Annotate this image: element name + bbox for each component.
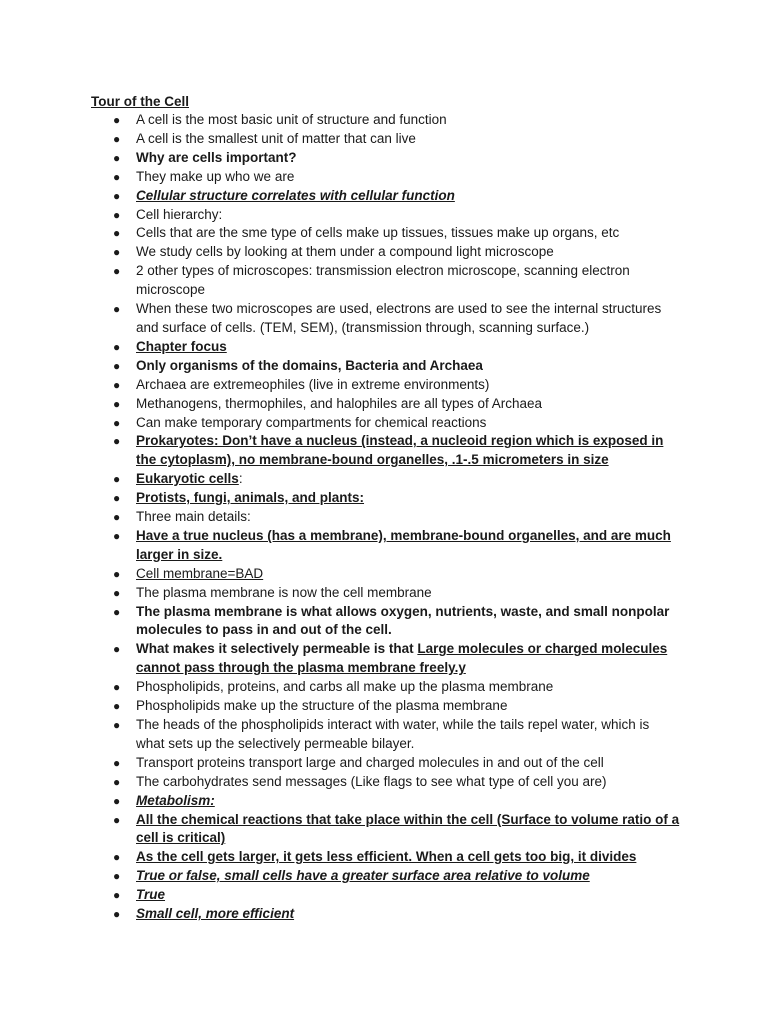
bullet-icon: ● (113, 302, 121, 317)
list-item (0, 168, 681, 187)
bullet-icon: ● (113, 245, 121, 260)
list-item-text: We study cells by looking at them under a compound light microscope (136, 244, 554, 260)
list-item (0, 395, 681, 414)
list-item (0, 414, 681, 433)
list-item-text: Prokaryotes: Don’t have a nucleus (instead, a nucleoid region which is exposed in the cytoplasm), no membrane-bound organelles, .1-.5 micrometers in size (136, 433, 664, 468)
list-item-text: True or false, small cells have a greater surface area relative to volume (136, 868, 590, 884)
list-item (0, 111, 681, 130)
list-item-text: : (238, 471, 243, 487)
list-item-text: Metabolism: (136, 792, 215, 808)
list-item-text: Large molecules or charged molecules cannot pass through the plasma membrane freely.y (136, 641, 668, 676)
bullet-icon: ● (113, 528, 121, 543)
list-item (0, 678, 681, 697)
bullet-icon: ● (113, 339, 121, 354)
bullet-list (0, 111, 768, 924)
bullet-icon: ● (113, 604, 121, 619)
bullet-icon: ● (113, 491, 121, 506)
bullet-icon: ● (113, 150, 121, 165)
bullet-icon: ● (113, 793, 121, 808)
bullet-icon: ● (113, 358, 121, 373)
bullet-icon: ● (113, 510, 121, 525)
bullet-icon: ● (113, 699, 121, 714)
list-item (0, 773, 681, 792)
list-item-text: Cellular structure correlates with cellular function (136, 187, 455, 203)
bullet-icon: ● (113, 434, 121, 449)
list-item-text: Have a true nucleus (has a membrane), membrane-bound organelles, and are much larger in size. (136, 527, 671, 562)
bullet-icon: ● (113, 396, 121, 411)
bullet-icon: ● (113, 812, 121, 827)
list-item (0, 603, 681, 641)
list-item-text: The heads of the phospholipids interact with water, while the tails repel water, which is what sets up the selectively permeable bilayer. (136, 717, 650, 751)
bullet-icon: ● (113, 907, 121, 922)
list-item-text: They make up who we are (136, 168, 295, 184)
bullet-icon: ● (113, 642, 121, 657)
list-item (0, 300, 681, 338)
list-item-text: Phospholipids, proteins, and carbs all make up the plasma membrane (136, 679, 554, 695)
list-item (0, 527, 681, 565)
list-item (0, 508, 681, 527)
list-item (0, 811, 681, 849)
list-item-text: A cell is the most basic unit of structure and function (136, 112, 447, 127)
bullet-icon: ● (113, 718, 121, 732)
list-item (0, 357, 681, 376)
list-item (0, 584, 681, 603)
list-item-text: 2 other types of microscopes: transmission electron microscope, scanning electron microscope (136, 263, 630, 298)
list-item-text: Cell hierarchy: (136, 206, 223, 222)
bullet-icon: ● (113, 774, 121, 789)
list-item-text: Transport proteins transport large and charged molecules in and out of the cell (136, 754, 604, 770)
list-item-text: Archaea are extremeophiles (live in extreme environments) (136, 376, 490, 392)
list-item (0, 754, 681, 773)
bullet-icon: ● (113, 566, 121, 581)
list-item-text: The carbohydrates send messages (Like flags to see what type of cell you are) (136, 773, 607, 789)
list-item-text: What makes it selectively permeable is that (136, 641, 418, 657)
list-item-text: Chapter focus (136, 338, 227, 354)
bullet-icon: ● (113, 169, 121, 184)
list-item-text: Only organisms of the domains, Bacteria and Archaea (136, 357, 483, 373)
list-item (0, 262, 681, 300)
list-item-text: Can make temporary compartments for chemical reactions (136, 414, 487, 430)
list-item-text: Methanogens, thermophiles, and halophiles are all types of Archaea (136, 395, 543, 411)
list-item-text: The plasma membrane is what allows oxygen, nutrients, waste, and small nonpolar molecules to pass in and out of the cell. (136, 603, 670, 638)
list-item (0, 376, 681, 395)
list-item (0, 489, 681, 508)
list-item (0, 224, 681, 243)
bullet-icon: ● (113, 755, 121, 770)
bullet-icon: ● (113, 226, 121, 241)
list-item (0, 697, 681, 716)
list-item (0, 187, 681, 206)
bullet-icon: ● (113, 113, 121, 127)
list-item (0, 432, 681, 470)
bullet-icon: ● (113, 680, 121, 695)
list-item (0, 338, 681, 357)
list-item-text: True (136, 887, 166, 903)
list-item-text: Cells that are the sme type of cells make up tissues, tissues make up organs, etc (136, 225, 620, 241)
bullet-icon: ● (113, 131, 121, 146)
bullet-icon: ● (113, 585, 121, 600)
document-title: Tour of the Cell (91, 94, 189, 109)
list-item (0, 848, 681, 867)
list-item (0, 565, 681, 584)
bullet-icon: ● (113, 415, 121, 430)
list-item (0, 470, 681, 489)
list-item-text: All the chemical reactions that take place within the cell (Surface to volume ratio of a cell is critical) (136, 811, 680, 846)
list-item (0, 640, 681, 678)
list-item-text: When these two microscopes are used, electrons are used to see the internal structures and surface of cells. (TEM, SEM), (transmission through, scanning surface.) (136, 301, 662, 335)
list-item (0, 243, 681, 262)
list-item (0, 130, 681, 149)
bullet-icon: ● (113, 188, 121, 203)
list-item-text: As the cell gets larger, it gets less efficient. When a cell gets too big, it divides (136, 849, 637, 865)
bullet-icon: ● (113, 207, 121, 222)
list-item-text: Why are cells important? (136, 149, 297, 165)
list-item (0, 716, 681, 754)
list-item (0, 792, 681, 811)
bullet-icon: ● (113, 377, 121, 392)
bullet-icon: ● (113, 264, 121, 279)
list-item (0, 149, 681, 168)
list-item-text: Cell membrane=BAD (136, 565, 264, 581)
list-item (0, 905, 681, 924)
bullet-icon: ● (113, 472, 121, 487)
list-item-text: Phospholipids make up the structure of the plasma membrane (136, 698, 508, 714)
list-item (0, 886, 681, 905)
bullet-icon: ● (113, 850, 121, 865)
list-item-text: Protists, fungi, animals, and plants: (136, 490, 365, 506)
list-item-text: Three main details: (136, 509, 251, 525)
bullet-icon: ● (113, 888, 121, 903)
bullet-icon: ● (113, 869, 121, 884)
list-item-text: Small cell, more efficient (136, 906, 295, 922)
list-item (0, 867, 681, 886)
list-item-text: Eukaryotic cells (136, 471, 239, 487)
list-item-text: A cell is the smallest unit of matter that can live (136, 130, 416, 146)
list-item-text: The plasma membrane is now the cell membrane (136, 584, 432, 600)
list-item (0, 206, 681, 225)
